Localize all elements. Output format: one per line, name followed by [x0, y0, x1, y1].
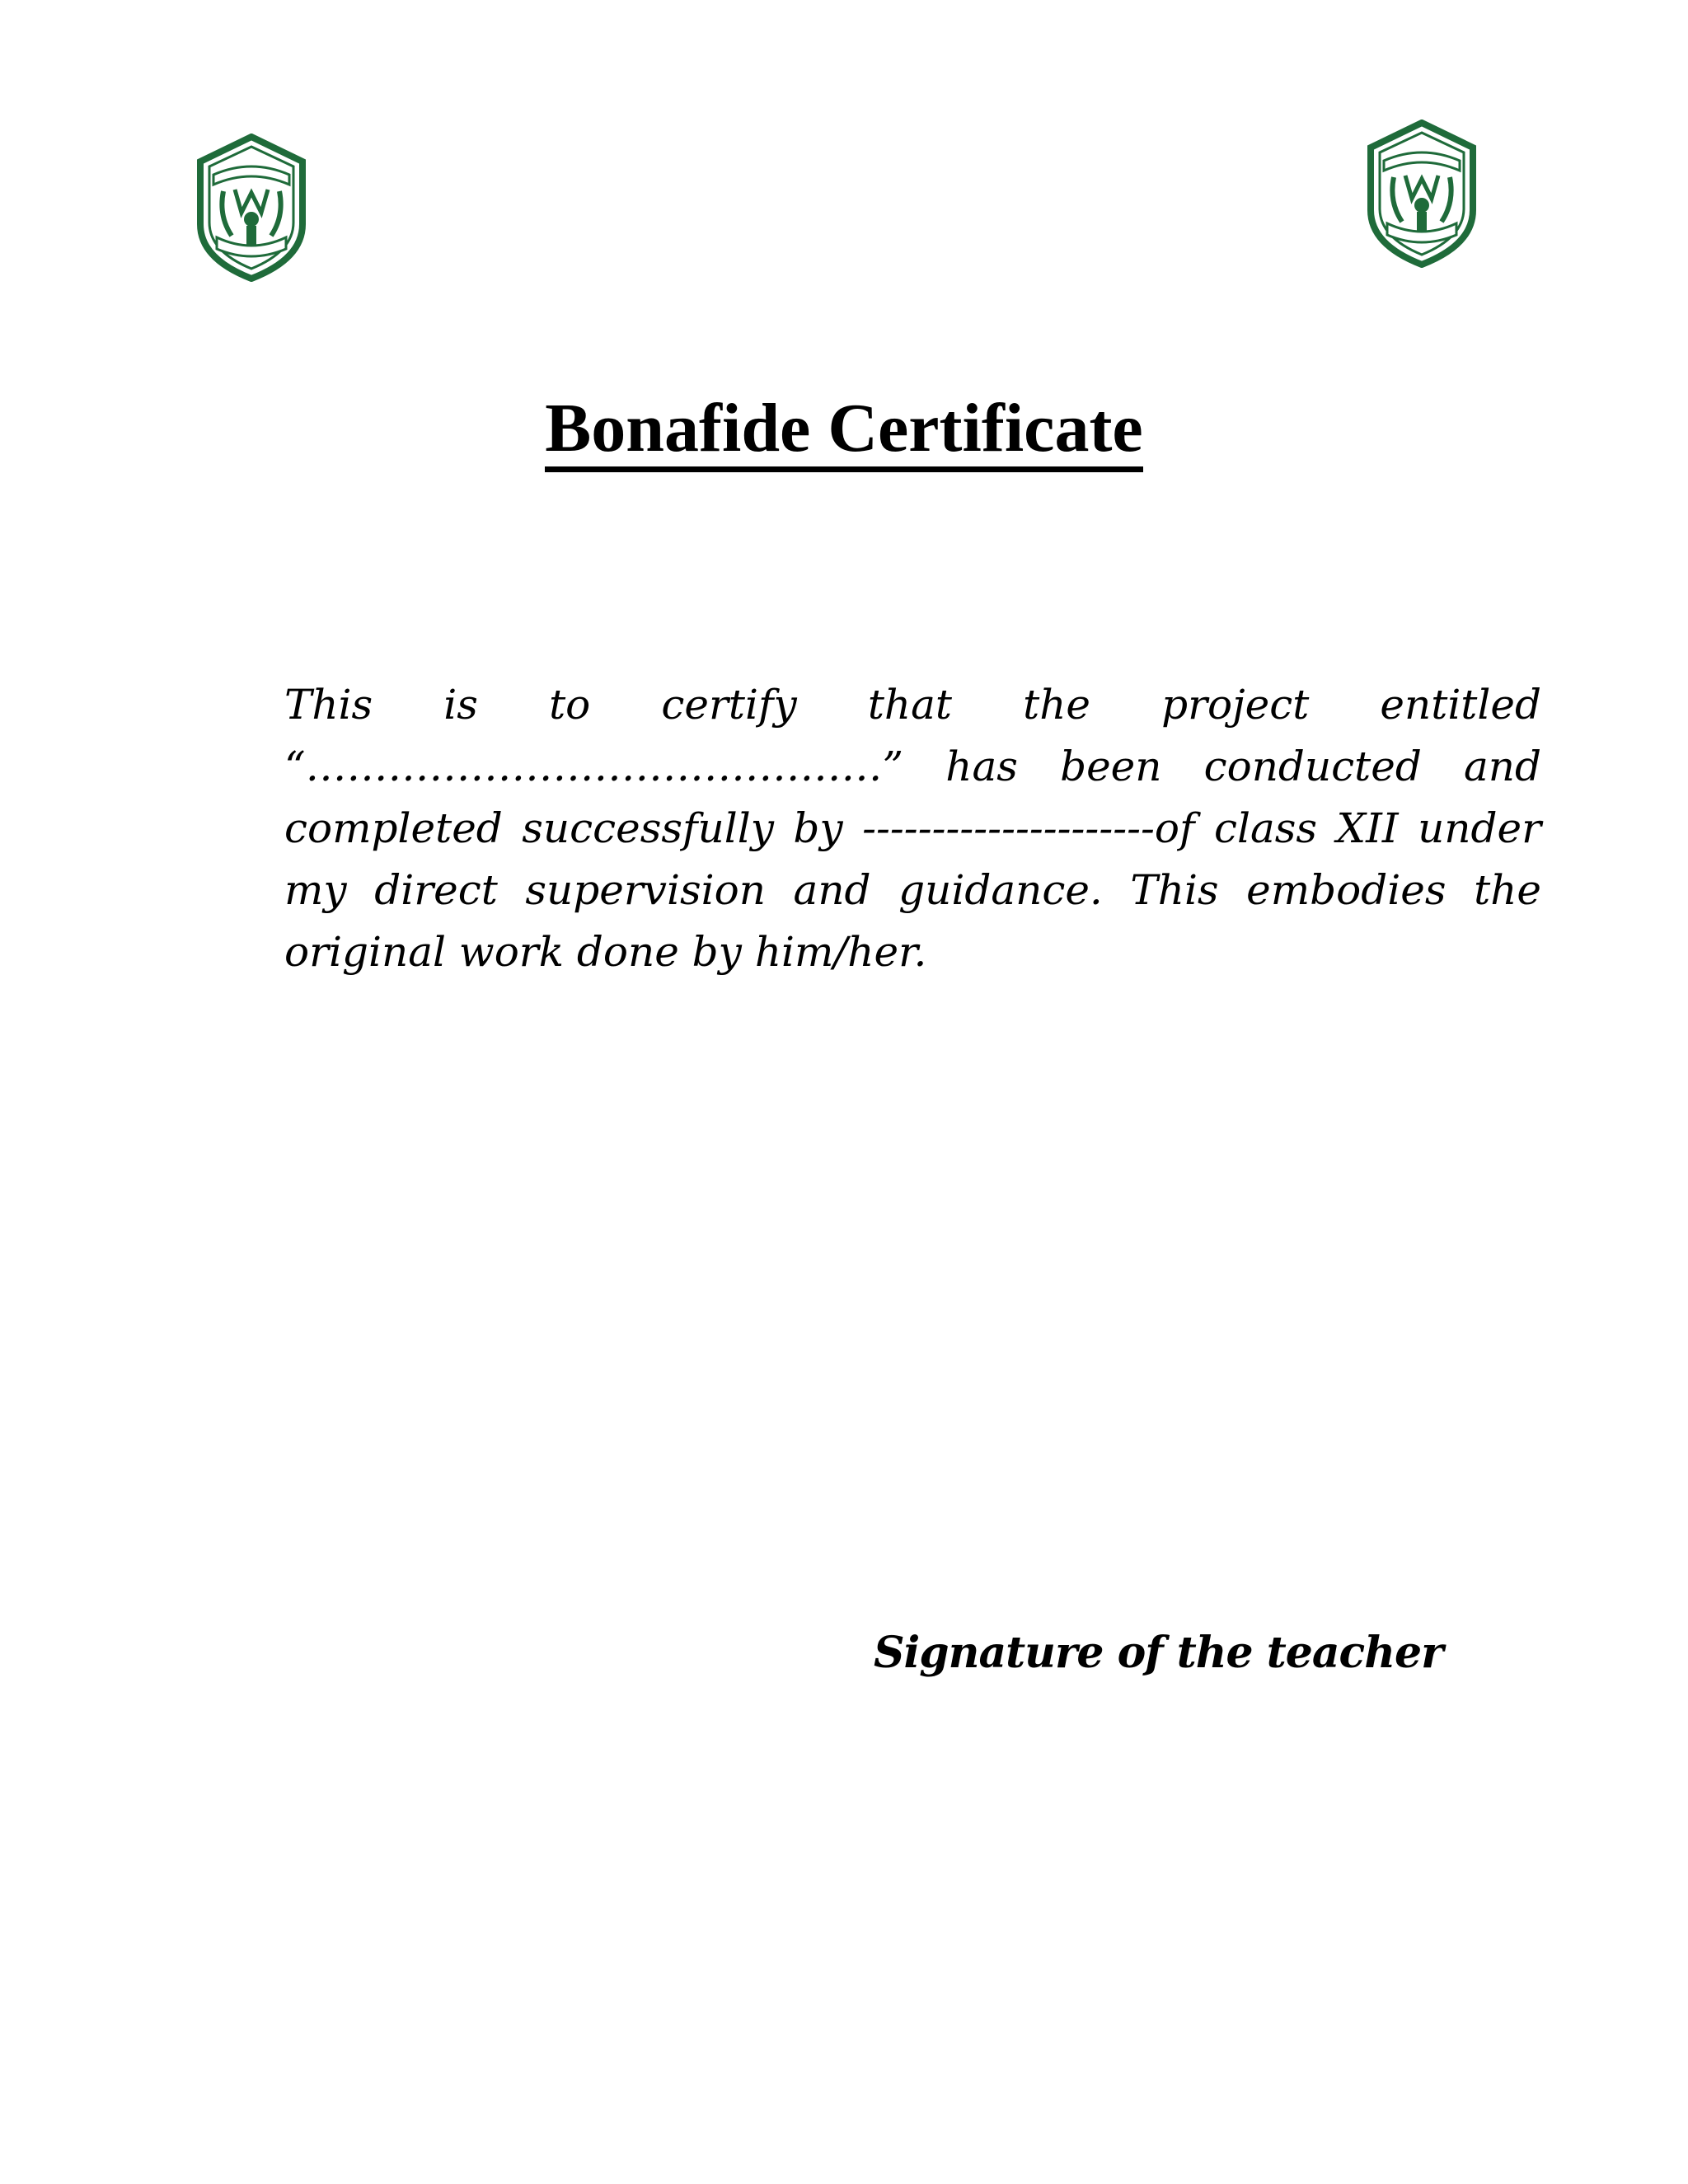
school-crest-left-icon [194, 134, 309, 282]
certificate-body: This is to certify that the project entitled “……………………………………” has been conducted and completed successfully by ---------------------of class XII under my direct supervision and guidance. This embodies the original work done by him/her. [284, 681, 1541, 976]
teacher-signature-label: Signature of the teacher [874, 1628, 1443, 1678]
certificate-title-text: Bonafide Certificate [545, 392, 1142, 472]
certificate-title [0, 387, 1688, 472]
school-crest-right-icon [1364, 120, 1479, 268]
